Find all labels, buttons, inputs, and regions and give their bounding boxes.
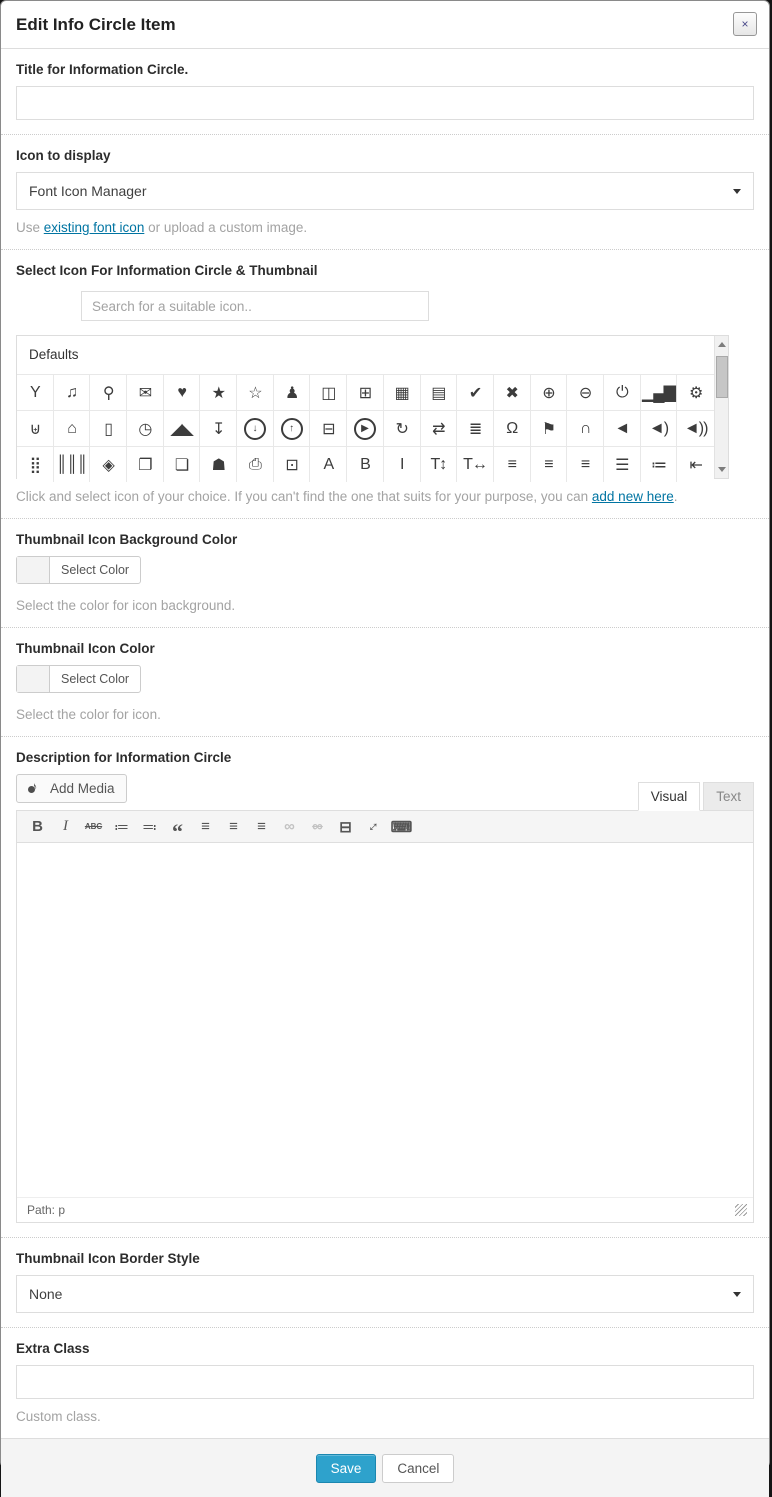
- arrow-circle-up-icon: ↑: [281, 418, 303, 440]
- border-style-section: [1, 1238, 769, 1328]
- grid-icon-camera[interactable]: [274, 446, 311, 482]
- user-icon: ♟: [284, 384, 299, 402]
- align-left-icon: ≡: [507, 455, 516, 473]
- add-media-label: Add Media: [50, 781, 115, 796]
- grid-icon-italic[interactable]: [384, 446, 421, 482]
- editor-statusbar: [17, 1197, 753, 1222]
- bookmark-icon: ☗: [211, 456, 225, 474]
- star-icon: ★: [211, 384, 225, 402]
- align-left-icon: ≡: [201, 818, 210, 835]
- bg-color-button-label: Select Color: [61, 563, 130, 577]
- grid-icon-envelope[interactable]: [127, 374, 164, 410]
- editor-bold-button[interactable]: [25, 815, 50, 838]
- editor-align-center-button[interactable]: [221, 815, 246, 838]
- grid-icon-lock[interactable]: [494, 410, 531, 446]
- grid-icon-search[interactable]: [90, 374, 127, 410]
- home-icon: ⌂: [67, 419, 76, 437]
- volume-up-icon: ◄)): [683, 419, 708, 437]
- strikethrough-icon: ABC: [84, 822, 103, 831]
- align-center-icon: ≡: [229, 818, 238, 835]
- help-prefix: Use: [16, 220, 44, 235]
- icon-picker-panel: [16, 335, 729, 479]
- heart-icon: ♥: [177, 383, 186, 401]
- link-icon: ∞: [284, 818, 295, 835]
- grid-icon-refresh[interactable]: [421, 410, 458, 446]
- scroll-down-icon[interactable]: [718, 467, 726, 472]
- save-button[interactable]: Save: [316, 1454, 377, 1483]
- grid-icon-qrcode[interactable]: [17, 446, 54, 482]
- grid-icon-heart[interactable]: [164, 374, 201, 410]
- grid-icon-book[interactable]: [164, 446, 201, 482]
- road-icon: ◢◣: [170, 420, 193, 438]
- arrow-circle-down-icon: ↓: [244, 418, 266, 440]
- icon-picker-label: Select Icon For Information Circle & Thumbnail: [16, 263, 318, 278]
- outdent-icon: ⇤: [689, 456, 702, 474]
- grid-icon-text-width[interactable]: [457, 446, 494, 482]
- grid-icon-arrow-circle-down[interactable]: [237, 410, 274, 446]
- editor-bullet-list-button[interactable]: [109, 815, 134, 838]
- icon-source-section: [1, 135, 769, 250]
- help-suffix: or upload a custom image.: [144, 220, 308, 235]
- grid-icon-road[interactable]: [164, 410, 201, 446]
- editor-blockquote-button[interactable]: [165, 815, 190, 844]
- bg-color-label: Thumbnail Icon Background Color: [16, 532, 238, 547]
- border-style-select[interactable]: [16, 1275, 754, 1313]
- grid-icon-arrow-circle-up[interactable]: [274, 410, 311, 446]
- grid-icon-search-plus[interactable]: [531, 374, 568, 410]
- grid-icon-font[interactable]: [310, 446, 347, 482]
- note-suffix: .: [673, 489, 678, 504]
- signal-icon: ▁▄▇: [641, 384, 675, 402]
- search-minus-icon: ⊖: [578, 384, 592, 402]
- grid-icon-headphones[interactable]: [567, 410, 604, 446]
- align-justify-icon: ☰: [615, 456, 629, 474]
- add-media-button[interactable]: [16, 774, 127, 803]
- editor-fullscreen-button[interactable]: [361, 815, 386, 838]
- play-circle-icon: ▶: [354, 418, 376, 440]
- grid-icon-align-center[interactable]: [531, 446, 568, 482]
- grid-icon-list[interactable]: [641, 446, 678, 482]
- editor-unlink-button[interactable]: [305, 815, 330, 838]
- chevron-down-icon: [733, 189, 741, 194]
- editor-strikethrough-button[interactable]: [81, 815, 106, 838]
- grid-icon-star[interactable]: [200, 374, 237, 410]
- existing-font-icon-link[interactable]: existing font icon: [43, 220, 145, 235]
- camera-icon: ⊡: [285, 456, 298, 474]
- bg-color-section: [1, 519, 769, 628]
- icon-search-input[interactable]: [81, 291, 429, 321]
- film-icon: ◫: [321, 384, 336, 402]
- inbox-icon: ⊟: [322, 420, 335, 438]
- grid-icon-volume-down[interactable]: [641, 410, 678, 446]
- editor-align-left-button[interactable]: [193, 815, 218, 838]
- bg-color-help: Select the color for icon background.: [16, 598, 236, 613]
- icon-color-button-label: Select Color: [61, 672, 130, 686]
- unlink-icon: ∞: [312, 818, 323, 835]
- icon-color-section: [1, 628, 769, 737]
- bg-color-swatch: [17, 557, 50, 583]
- title-section: [1, 49, 769, 135]
- grid-icon-align-right[interactable]: [567, 446, 604, 482]
- icon-color-picker-button[interactable]: [16, 665, 141, 693]
- modal-header: [1, 1, 769, 49]
- grid-icon-print[interactable]: [237, 446, 274, 482]
- grid-icon-clock[interactable]: [127, 410, 164, 446]
- download-icon: ↧: [212, 420, 225, 438]
- print-icon: ⎙: [249, 455, 261, 473]
- grid-icon-times[interactable]: [494, 374, 531, 410]
- search-plus-icon: ⊕: [542, 384, 555, 402]
- icon-panel-scrollbar[interactable]: [714, 336, 728, 478]
- editor-tabs: [638, 782, 754, 811]
- grid-icon-play-circle[interactable]: [347, 410, 384, 446]
- grid-icon-search-minus[interactable]: [567, 374, 604, 410]
- fullscreen-icon: ↕: [364, 817, 383, 836]
- icon-group-title: Defaults: [29, 347, 79, 362]
- barcode-icon: ║║║: [56, 455, 88, 473]
- align-center-icon: ≡: [544, 455, 553, 473]
- grid-icon-check[interactable]: [457, 374, 494, 410]
- grid-icon-user[interactable]: [274, 374, 311, 410]
- grid-icon-th-large[interactable]: [347, 374, 384, 410]
- numbered-list-icon: ≕: [142, 818, 157, 836]
- grid-icon-volume-off[interactable]: [604, 410, 641, 446]
- clock-icon: ◷: [138, 420, 152, 438]
- cancel-button[interactable]: Cancel: [382, 1454, 454, 1483]
- bg-color-picker-button[interactable]: [16, 556, 141, 584]
- lock-icon: Ω: [506, 419, 518, 437]
- grid-icon-text-height[interactable]: [421, 446, 458, 482]
- grid-icon-list-alt[interactable]: [457, 410, 494, 446]
- editor-path: Path: p: [27, 1203, 66, 1217]
- grid-icon-home[interactable]: [54, 410, 91, 446]
- modal-footer: [1, 1438, 769, 1497]
- title-input[interactable]: [16, 86, 754, 120]
- bullet-list-icon: ≔: [114, 818, 129, 836]
- grid-icon-align-left[interactable]: [494, 446, 531, 482]
- italic-icon: I: [399, 455, 404, 473]
- list-alt-icon: ≣: [468, 420, 482, 438]
- description-section: [1, 737, 769, 1238]
- editor-resize-handle[interactable]: [735, 1204, 747, 1216]
- editor-align-right-button[interactable]: [249, 815, 274, 838]
- grid-icon-power-off[interactable]: [604, 374, 641, 410]
- bold-icon: B: [360, 455, 370, 473]
- list-icon: ≔: [650, 456, 666, 474]
- flag-icon: ⚑: [541, 420, 556, 438]
- editor-toolbar: [17, 811, 753, 843]
- editor-kitchen-sink-button[interactable]: [389, 815, 414, 838]
- grid-icon-barcode[interactable]: [54, 446, 91, 482]
- align-right-icon: ≡: [257, 818, 266, 835]
- volume-down-icon: ◄): [648, 419, 669, 437]
- editor-more-tag-button[interactable]: [333, 815, 358, 838]
- music-icon: ♫: [66, 383, 78, 401]
- cog-icon: ⚙: [688, 384, 703, 402]
- grid-icon-align-justify[interactable]: [604, 446, 641, 482]
- icon-source-help: [16, 220, 754, 235]
- close-button[interactable]: ×: [733, 12, 757, 36]
- scrollbar-thumb[interactable]: [716, 356, 728, 398]
- editor-italic-button[interactable]: [53, 815, 78, 838]
- grid-icon-file[interactable]: [90, 410, 127, 446]
- media-icon: [28, 782, 43, 795]
- grid-icon-signal[interactable]: [641, 374, 678, 410]
- repeat-icon: ↻: [395, 420, 408, 438]
- star-o-icon: ☆: [248, 384, 262, 402]
- th-icon: ▦: [394, 384, 409, 402]
- editor-tab-text[interactable]: Text: [703, 782, 754, 811]
- check-icon: ✔: [468, 384, 482, 402]
- grid-icon-outdent[interactable]: [677, 446, 714, 482]
- description-label: Description for Information Circle: [16, 750, 232, 765]
- modal-title: Edit Info Circle Item: [16, 14, 176, 34]
- title-label: Title for Information Circle.: [16, 62, 189, 77]
- grid-icon-inbox[interactable]: [310, 410, 347, 446]
- icon-picker-section: [1, 250, 769, 519]
- grid-icon-tag[interactable]: [90, 446, 127, 482]
- grid-icon-tags[interactable]: [127, 446, 164, 482]
- grid-icon-trash[interactable]: [17, 410, 54, 446]
- icon-color-label: Thumbnail Icon Color: [16, 641, 155, 656]
- volume-off-icon: ◄: [614, 419, 630, 437]
- grid-icon-cog[interactable]: [677, 374, 714, 410]
- editor-link-button[interactable]: [277, 815, 302, 838]
- editor-tab-visual[interactable]: Visual: [638, 782, 701, 811]
- trash-icon: ⊎: [29, 420, 41, 438]
- refresh-icon: ⇄: [432, 420, 445, 438]
- th-list-icon: ▤: [431, 384, 446, 402]
- grid-icon-star-o[interactable]: [237, 374, 274, 410]
- grid-icon-bookmark[interactable]: [200, 446, 237, 482]
- tag-icon: ◈: [102, 456, 114, 474]
- kitchen-sink-icon: ⌨: [390, 818, 413, 836]
- extra-class-label: Extra Class: [16, 1341, 90, 1356]
- border-style-selected-value: None: [29, 1286, 63, 1302]
- scroll-up-icon[interactable]: [718, 342, 726, 347]
- editor-media-row: [16, 774, 754, 810]
- font-icon: A: [323, 455, 334, 473]
- icon-source-selected-value: Font Icon Manager: [29, 183, 147, 199]
- bold-icon: B: [32, 818, 43, 835]
- grid-icon-flag[interactable]: [531, 410, 568, 446]
- icon-color-help: Select the color for icon.: [16, 707, 161, 722]
- editor-numbered-list-button[interactable]: [137, 815, 162, 838]
- icon-source-label: Icon to display: [16, 148, 111, 163]
- grid-icon-bold[interactable]: [347, 446, 384, 482]
- extra-class-input[interactable]: [16, 1365, 754, 1399]
- grid-icon-repeat[interactable]: [384, 410, 421, 446]
- icon-color-swatch: [17, 666, 50, 692]
- visual-editor: [16, 810, 754, 1223]
- modal-body: [1, 49, 769, 1438]
- chevron-down-icon: [733, 1292, 741, 1297]
- text-height-icon: T↕: [430, 455, 447, 473]
- icon-source-select[interactable]: [16, 172, 754, 210]
- grid-icon-film[interactable]: [310, 374, 347, 410]
- grid-icon-th[interactable]: [384, 374, 421, 410]
- italic-icon: I: [63, 818, 68, 834]
- times-icon: ✖: [505, 384, 518, 402]
- envelope-icon: ✉: [138, 384, 152, 402]
- blockquote-icon: “: [172, 818, 183, 844]
- extra-class-help: Custom class.: [16, 1409, 101, 1424]
- grid-icon-glass[interactable]: [17, 374, 54, 410]
- grid-icon-th-list[interactable]: [421, 374, 458, 410]
- glass-icon: Y: [30, 383, 40, 401]
- more-tag-icon: ⊟: [339, 818, 352, 836]
- tags-icon: ❐: [138, 456, 152, 474]
- icon-picker-note: [16, 489, 754, 504]
- note-prefix: Click and select icon of your choice. If you can't find the one that suits for your purpose, you can: [16, 489, 592, 504]
- editor-content[interactable]: [17, 843, 753, 1197]
- qrcode-icon: ⣿: [29, 456, 41, 474]
- headphones-icon: ∩: [579, 419, 591, 437]
- grid-icon-music[interactable]: [54, 374, 91, 410]
- th-large-icon: ⊞: [358, 384, 372, 402]
- file-icon: ▯: [104, 420, 113, 438]
- icon-grid: [17, 374, 714, 482]
- text-width-icon: T↔: [463, 455, 487, 473]
- align-right-icon: ≡: [580, 455, 590, 473]
- book-icon: ❏: [174, 456, 189, 474]
- extra-class-section: [1, 1328, 769, 1438]
- add-new-here-link[interactable]: add new here: [591, 489, 674, 504]
- power-off-icon: ⏻: [615, 383, 628, 401]
- grid-icon-download[interactable]: [200, 410, 237, 446]
- search-icon: ⚲: [102, 384, 114, 402]
- grid-icon-volume-up[interactable]: [677, 410, 714, 446]
- border-style-label: Thumbnail Icon Border Style: [16, 1251, 200, 1266]
